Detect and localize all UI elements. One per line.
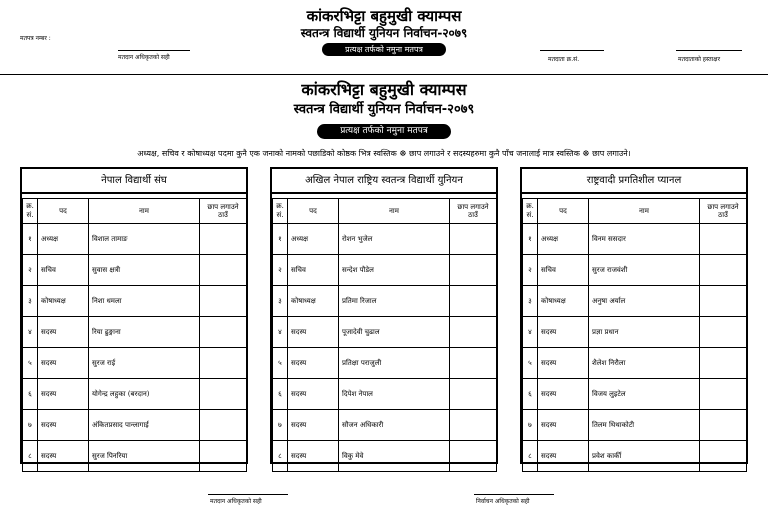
stamp-box[interactable]: [450, 348, 497, 379]
row-post: सदस्य: [538, 441, 589, 472]
table-row: [23, 441, 247, 472]
ballot-number-label: मतपत्र नम्बर :: [20, 35, 51, 42]
row-name: अनुषा अर्याल: [589, 286, 700, 317]
stamp-box[interactable]: [200, 317, 247, 348]
row-name: दिपेश नेपाल: [339, 379, 450, 410]
stamp-box[interactable]: [200, 379, 247, 410]
row-sn: ६: [523, 379, 538, 410]
row-post: सदस्य: [538, 348, 589, 379]
table-row: [273, 348, 497, 379]
row-post: सदस्य: [38, 379, 89, 410]
row-post: सदस्य: [538, 410, 589, 441]
perforation-line: [0, 74, 768, 75]
stamp-box[interactable]: [450, 441, 497, 472]
col-name: नाम: [339, 199, 450, 224]
table-row: [273, 410, 497, 441]
row-post: अध्यक्ष: [288, 224, 339, 255]
row-name: विजय लुइटेल: [589, 379, 700, 410]
table-row: [523, 410, 747, 441]
officer-sign-line: [118, 50, 190, 51]
stamp-box[interactable]: [700, 348, 747, 379]
table-row: [23, 255, 247, 286]
table-row: [23, 410, 247, 441]
page-subtitle: स्वतन्त्र विद्यार्थी युनियन निर्वाचन-२०७९: [293, 102, 475, 117]
row-name: सुरज राजवंशी: [589, 255, 700, 286]
stub-officer-sign-label: मतदान अधिकृतको सही: [118, 54, 170, 61]
row-sn: ४: [273, 317, 288, 348]
col-stamp: छाप लगाउने ठाउँ: [700, 199, 747, 224]
page-title: कांकरभिट्टा बहुमुखी क्याम्पस: [301, 80, 467, 99]
stamp-box[interactable]: [200, 286, 247, 317]
row-post: सदस्य: [288, 348, 339, 379]
row-name: निशा धमला: [89, 286, 200, 317]
col-post: पद: [288, 199, 339, 224]
row-name: विनम ससदार: [589, 224, 700, 255]
row-name: शैलेश निरौला: [589, 348, 700, 379]
table-row: [523, 441, 747, 472]
row-name: पूजादेवी चुढाल: [339, 317, 450, 348]
row-sn: ८: [23, 441, 38, 472]
footer-election-officer-sign-label: निर्वाचन अधिकृतको सही: [476, 498, 530, 505]
row-post: सचिव: [288, 255, 339, 286]
row-sn: ८: [523, 441, 538, 472]
table-row: [23, 286, 247, 317]
row-post: सदस्य: [288, 379, 339, 410]
table-row: [273, 379, 497, 410]
stamp-box[interactable]: [700, 317, 747, 348]
stub-badge: प्रत्यक्ष तर्फको नमुना मतपत्र: [322, 43, 446, 56]
stamp-box[interactable]: [450, 224, 497, 255]
stamp-box[interactable]: [700, 255, 747, 286]
table-row: [273, 317, 497, 348]
row-name: विशाल तामाङ: [89, 224, 200, 255]
row-name: योगेन्द्र लहुका (बरदान): [89, 379, 200, 410]
stamp-box[interactable]: [700, 410, 747, 441]
stamp-box[interactable]: [700, 286, 747, 317]
row-name: प्रज्ञा प्रधान: [589, 317, 700, 348]
candidate-table: [522, 198, 747, 472]
table-row: [273, 441, 497, 472]
voter-number-label: मतदाता क्र.सं.: [548, 56, 580, 63]
row-sn: १: [23, 224, 38, 255]
row-name: विकु मेवे: [339, 441, 450, 472]
row-post: सचिव: [538, 255, 589, 286]
panel-title: राष्ट्रवादी प्रगतिशील प्यानल: [522, 169, 746, 194]
row-sn: ६: [273, 379, 288, 410]
table-row: [523, 348, 747, 379]
stamp-box[interactable]: [200, 224, 247, 255]
row-sn: ७: [23, 410, 38, 441]
row-sn: ६: [23, 379, 38, 410]
candidate-table: [272, 198, 497, 472]
row-sn: ७: [523, 410, 538, 441]
panel-rastrabadi-pragatishil: [520, 167, 748, 464]
row-post: सदस्य: [538, 379, 589, 410]
row-post: सदस्य: [288, 410, 339, 441]
footer-officer-sign-label: मतदान अधिकृतको सही: [210, 498, 262, 505]
stamp-box[interactable]: [700, 441, 747, 472]
stamp-box[interactable]: [450, 317, 497, 348]
col-post: पद: [38, 199, 89, 224]
table-row: [23, 317, 247, 348]
voter-signature-label: मतदाताको हस्ताक्षर: [678, 56, 721, 63]
panel-title: नेपाल विद्यार्थी संघ: [22, 169, 246, 194]
row-name: प्रवेश कार्की: [589, 441, 700, 472]
row-post: कोषाध्यक्ष: [538, 286, 589, 317]
row-post: सदस्य: [288, 317, 339, 348]
footer-election-officer-line: [474, 494, 554, 495]
row-name: प्रतिमा रिजाल: [339, 286, 450, 317]
row-sn: ५: [273, 348, 288, 379]
row-sn: ७: [273, 410, 288, 441]
stamp-box[interactable]: [450, 410, 497, 441]
panel-title: अखिल नेपाल राष्ट्रिय स्वतन्त्र विद्यार्थी युनियन: [272, 169, 496, 194]
row-post: सचिव: [38, 255, 89, 286]
row-post: अध्यक्ष: [38, 224, 89, 255]
row-post: सदस्य: [288, 441, 339, 472]
stub-title: कांकरभिट्टा बहुमुखी क्याम्पस: [306, 7, 462, 25]
row-sn: १: [273, 224, 288, 255]
stamp-box[interactable]: [700, 379, 747, 410]
table-row: [23, 379, 247, 410]
stamp-box[interactable]: [200, 441, 247, 472]
row-name: सुरज राई: [89, 348, 200, 379]
row-sn: २: [273, 255, 288, 286]
stamp-box[interactable]: [450, 379, 497, 410]
col-sn: क्र. सं.: [23, 199, 38, 224]
row-name: सन्देश पौडेल: [339, 255, 450, 286]
panel-nepal-vidyarthi-sangh: [20, 167, 248, 464]
col-stamp: छाप लगाउने ठाउँ: [200, 199, 247, 224]
row-sn: ३: [273, 286, 288, 317]
table-row: [523, 224, 747, 255]
table-row: [273, 224, 497, 255]
row-name: अंकितप्रसाद पान्लागाई: [89, 410, 200, 441]
row-name: तिलम थिथाकोटी: [589, 410, 700, 441]
table-row: [523, 286, 747, 317]
stamp-box[interactable]: [450, 255, 497, 286]
col-sn: क्र. सं.: [273, 199, 288, 224]
table-row: [523, 317, 747, 348]
row-sn: ४: [23, 317, 38, 348]
stamp-box[interactable]: [450, 286, 497, 317]
col-sn: क्र. सं.: [523, 199, 538, 224]
row-post: सदस्य: [38, 317, 89, 348]
panel-akhil-nepal-swatantra: [270, 167, 498, 464]
row-sn: १: [523, 224, 538, 255]
stamp-box[interactable]: [200, 348, 247, 379]
row-name: सौजन अधिकारी: [339, 410, 450, 441]
stub-subtitle: स्वतन्त्र विद्यार्थी युनियन निर्वाचन-२०७९: [300, 26, 468, 40]
row-name: रोशन भुजेल: [339, 224, 450, 255]
table-row: [273, 286, 497, 317]
col-name: नाम: [89, 199, 200, 224]
table-row: [23, 224, 247, 255]
stamp-box[interactable]: [200, 410, 247, 441]
row-name: सुरज पिनरिया: [89, 441, 200, 472]
row-post: सदस्य: [38, 348, 89, 379]
row-sn: ३: [523, 286, 538, 317]
table-row: [523, 379, 747, 410]
row-post: सदस्य: [38, 410, 89, 441]
row-post: सदस्य: [538, 317, 589, 348]
stamp-box[interactable]: [200, 255, 247, 286]
row-post: कोषाध्यक्ष: [38, 286, 89, 317]
row-name: प्रतिक्षा पराजुली: [339, 348, 450, 379]
col-name: नाम: [589, 199, 700, 224]
footer-officer-line: [208, 494, 288, 495]
table-row: [523, 255, 747, 286]
voting-instruction: अध्यक्ष, सचिव र कोषाध्यक्ष पदमा कुनै एक जनाको नामको पछाडिको कोष्ठक भित्र स्वस्तिक ☸ छाप लगाउने र सदस्यहरुमा कुनै पाँच जनालाई मात्र स्वस्तिक ☸ छाप लगाउने।: [137, 149, 631, 158]
row-sn: २: [523, 255, 538, 286]
table-row: [23, 348, 247, 379]
row-sn: ८: [273, 441, 288, 472]
ballot-type-badge: प्रत्यक्ष तर्फको नमुना मतपत्र: [317, 124, 451, 139]
stamp-box[interactable]: [700, 224, 747, 255]
row-sn: ५: [523, 348, 538, 379]
voter-no-line: [540, 50, 604, 51]
row-sn: ५: [23, 348, 38, 379]
voter-sign-line: [676, 50, 742, 51]
row-name: सुवास क्षत्री: [89, 255, 200, 286]
row-sn: ४: [523, 317, 538, 348]
col-stamp: छाप लगाउने ठाउँ: [450, 199, 497, 224]
candidate-table: [22, 198, 247, 472]
row-sn: २: [23, 255, 38, 286]
row-name: रिया ढुङ्गाना: [89, 317, 200, 348]
row-post: सदस्य: [38, 441, 89, 472]
table-row: [273, 255, 497, 286]
col-post: पद: [538, 199, 589, 224]
row-sn: ३: [23, 286, 38, 317]
row-post: अध्यक्ष: [538, 224, 589, 255]
row-post: कोषाध्यक्ष: [288, 286, 339, 317]
